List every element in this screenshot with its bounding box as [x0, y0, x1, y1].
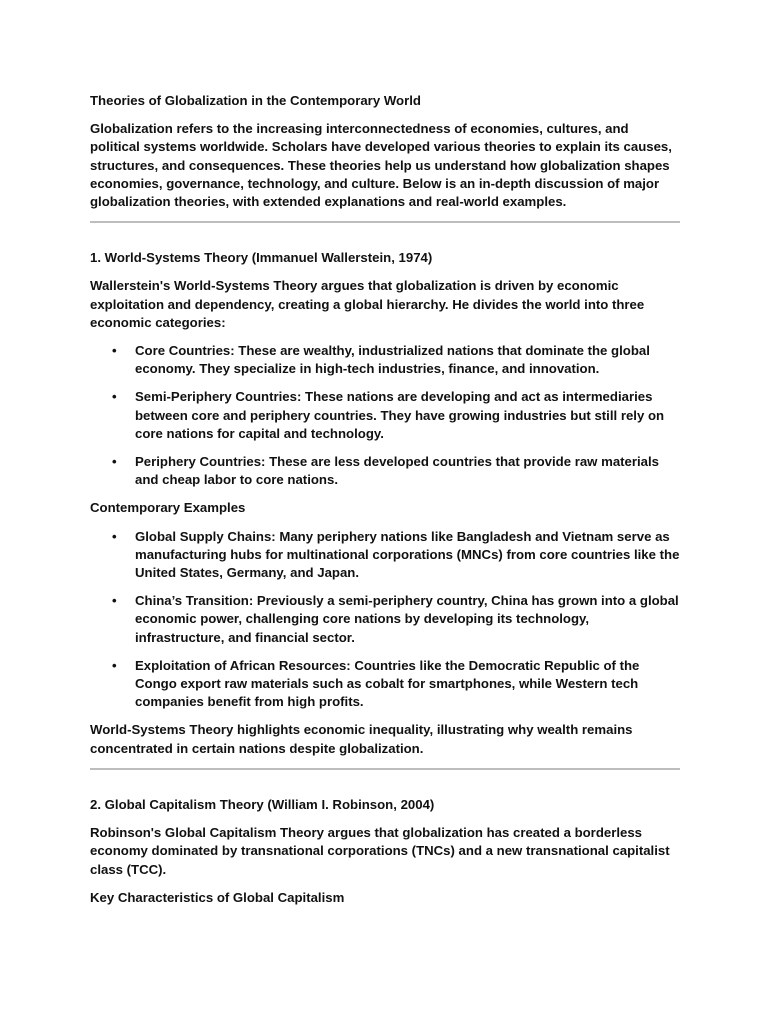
- section-1-heading: 1. World-Systems Theory (Immanuel Wallerstein, 1974): [90, 250, 433, 266]
- section-2-subheading: Key Characteristics of Global Capitalism: [90, 889, 345, 905]
- section-divider: [90, 221, 680, 223]
- list-item: [90, 657, 680, 712]
- examples-list: [90, 528, 680, 712]
- list-item: [90, 342, 680, 378]
- section-1-conclusion: World-Systems Theory highlights economic inequality, illustrating why wealth remains concentrated in certain nations despite globalization.: [90, 722, 633, 756]
- document-title: Theories of Globalization in the Contemporary World: [90, 93, 421, 108]
- list-item-text: Periphery Countries: These are less developed countries that provide raw materials and cheap labor to core nations.: [135, 454, 660, 488]
- list-item: [90, 388, 680, 443]
- intro-paragraph: Globalization refers to the increasing interconnectedness of economies, cultures, and political systems worldwide. Scholars have developed various theories to explain its causes, structures, and consequences. These theories help us understand how globalization shapes economies, governance, technology, and culture. Below is an in-depth discussion of major globalization theories, with extended explanations and real-world examples.: [90, 121, 672, 210]
- list-item-text: Semi-Periphery Countries: These nations are developing and act as intermediaries between core and periphery countries. They have growing industries but still rely on core nations for capital and technology.: [135, 389, 665, 441]
- section-divider: [90, 768, 680, 770]
- list-item-text: Core Countries: These are wealthy, industrialized nations that dominate the global economy. They specialize in high-tech industries, finance, and innovation.: [135, 343, 650, 377]
- document-page: [90, 92, 680, 917]
- list-item-text: Exploitation of African Resources: Countries like the Democratic Republic of the Congo export raw materials such as cobalt for smartphones, while Western tech companies benefit from high profits.: [135, 657, 640, 710]
- list-item: [90, 592, 680, 647]
- bullet-icon: •: [112, 343, 117, 359]
- bullet-icon: •: [112, 657, 117, 673]
- bullet-icon: •: [112, 593, 117, 609]
- list-item-text: China’s Transition: Previously a semi-periphery country, China has grown into a global economic power, challenging core nations by developing its technology, infrastructure, and financial sector.: [135, 593, 679, 645]
- section-1-intro: Wallerstein's World-Systems Theory argues that globalization is driven by economic exploitation and dependency, creating a global hierarchy. He divides the world into three economic categories:: [90, 278, 645, 330]
- list-item: [90, 528, 680, 583]
- section-2-intro: Robinson's Global Capitalism Theory argues that globalization has created a borderless economy dominated by transnational corporations (TNCs) and a new transnational capitalist class (TCC).: [90, 825, 670, 877]
- examples-heading: Contemporary Examples: [90, 500, 246, 516]
- list-item-text: Global Supply Chains: Many periphery nations like Bangladesh and Vietnam serve as manufacturing hubs for multinational corporations (MNCs) from core countries like the United States, Germany, and Japan.: [135, 528, 680, 581]
- economic-categories-list: [90, 342, 680, 489]
- bullet-icon: •: [112, 454, 117, 470]
- list-item: [90, 453, 680, 489]
- section-2-heading: 2. Global Capitalism Theory (William I. Robinson, 2004): [90, 796, 435, 812]
- bullet-icon: •: [112, 389, 117, 405]
- bullet-icon: •: [112, 528, 117, 544]
